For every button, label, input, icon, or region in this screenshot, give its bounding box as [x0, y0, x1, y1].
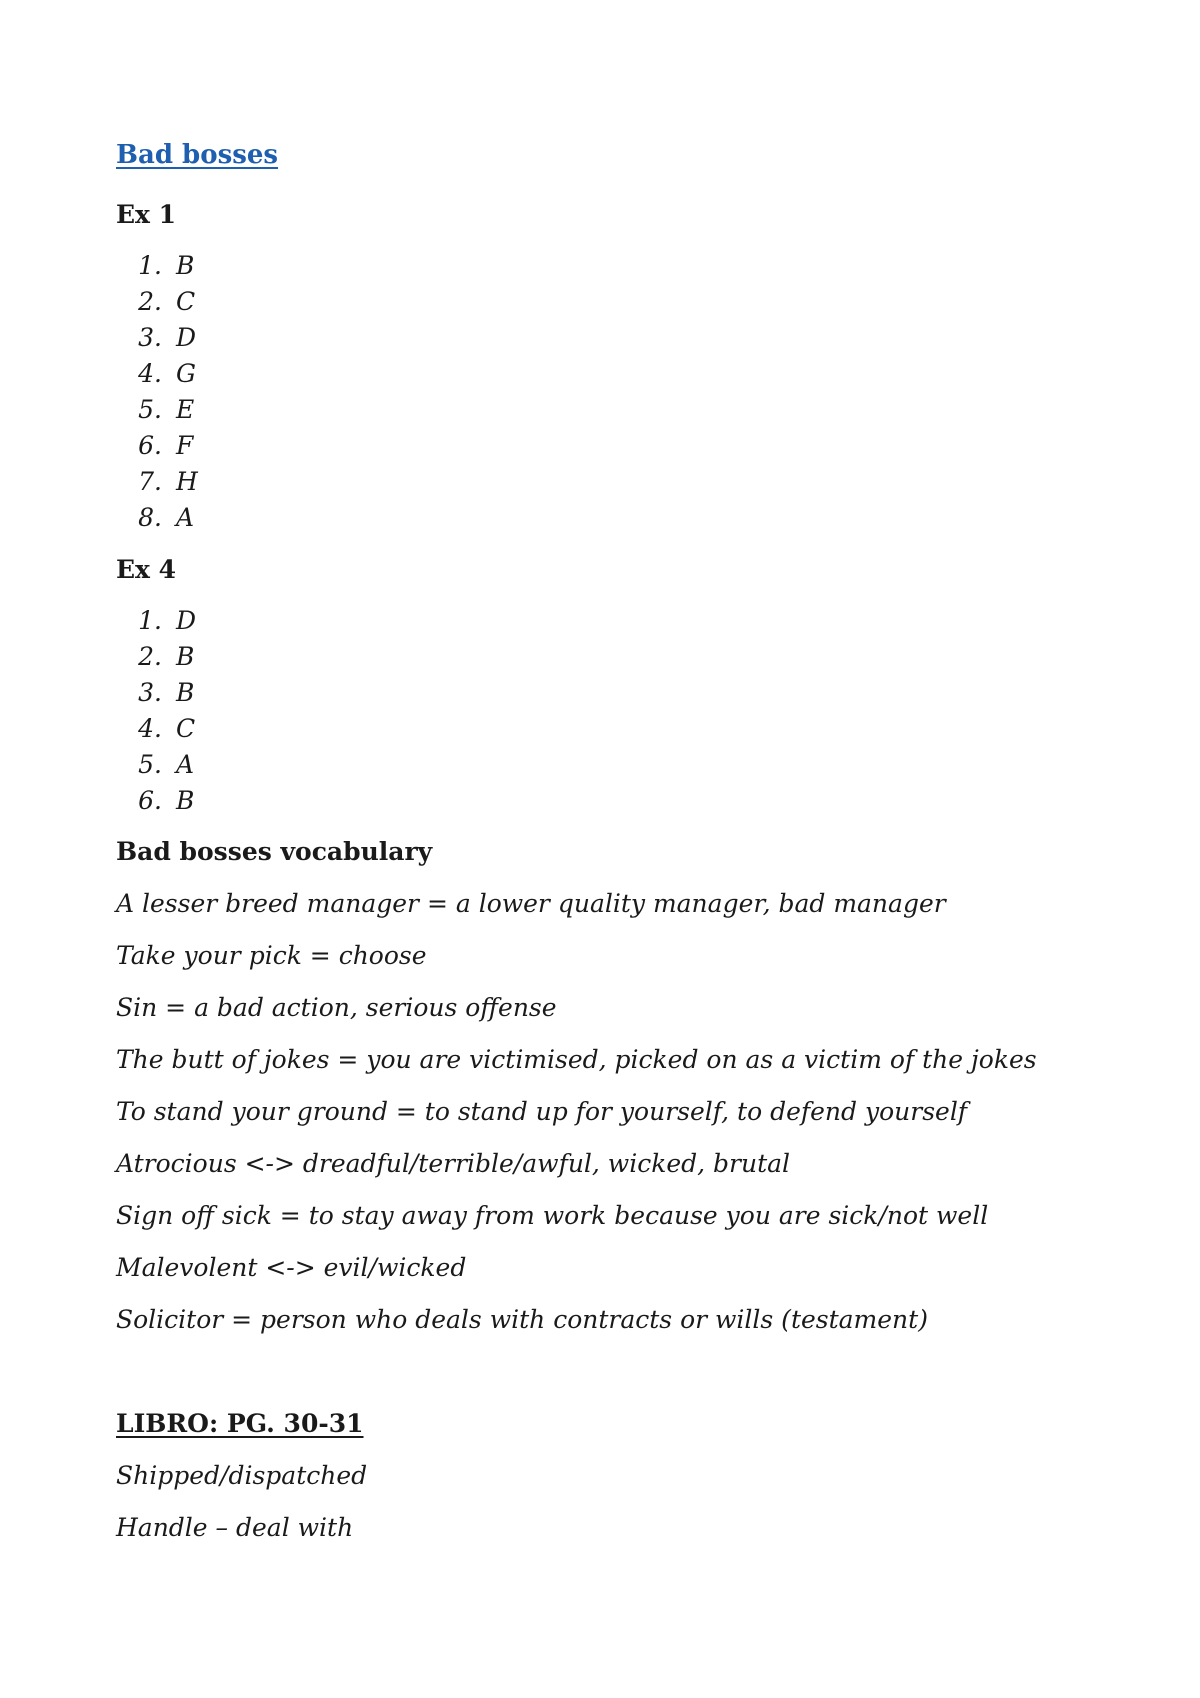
list-item-number: 6.	[138, 785, 162, 815]
vocabulary-line: A lesser breed manager = a lower quality manager, bad manager	[116, 889, 946, 918]
list-item	[116, 638, 196, 674]
libro-line: Handle – deal with	[116, 1513, 354, 1542]
list-item-answer: C	[176, 713, 196, 743]
list-item-number: 3.	[138, 677, 162, 707]
list-item-answer: B	[176, 677, 195, 707]
title-link[interactable]: Bad bosses	[116, 140, 279, 170]
list-item-answer: D	[176, 605, 197, 635]
vocabulary-line: Atrocious <-> dreadful/terrible/awful, wicked, brutal	[116, 1149, 791, 1178]
libro-heading: LIBRO: PG. 30-31	[116, 1409, 364, 1438]
libro-line: Shipped/dispatched	[116, 1461, 368, 1490]
list-item-answer: A	[176, 502, 195, 532]
ex4-heading: Ex 4	[116, 555, 177, 584]
list-item	[116, 710, 196, 746]
list-item	[116, 602, 196, 638]
ex1-answer-list	[116, 247, 198, 535]
list-item	[116, 674, 196, 710]
list-item-number: 2.	[138, 641, 162, 671]
list-item-number: 6.	[138, 430, 162, 460]
vocabulary-line: Sign off sick = to stay away from work because you are sick/not well	[116, 1201, 989, 1230]
list-item	[116, 355, 198, 391]
list-item	[116, 499, 198, 535]
list-item	[116, 427, 198, 463]
list-item-answer: G	[176, 358, 196, 388]
list-item	[116, 782, 196, 818]
list-item-number: 8.	[138, 502, 162, 532]
list-item-number: 1.	[138, 605, 162, 635]
list-item-number: 5.	[138, 749, 162, 779]
list-item-answer: B	[176, 250, 195, 280]
vocabulary-line: Sin = a bad action, serious offense	[116, 993, 557, 1022]
list-item	[116, 746, 196, 782]
list-item-number: 1.	[138, 250, 162, 280]
list-item-number: 7.	[138, 466, 162, 496]
list-item-number: 2.	[138, 286, 162, 316]
list-item-number: 4.	[138, 358, 162, 388]
ex4-answer-list	[116, 602, 196, 818]
vocabulary-line: Malevolent <-> evil/wicked	[116, 1253, 467, 1282]
list-item-answer: B	[176, 641, 195, 671]
vocabulary-line: The butt of jokes = you are victimised, picked on as a victim of the jokes	[116, 1045, 1037, 1074]
ex1-heading: Ex 1	[116, 200, 177, 229]
list-item-number: 5.	[138, 394, 162, 424]
vocabulary-line: To stand your ground = to stand up for yourself, to defend yourself	[116, 1097, 968, 1126]
list-item	[116, 463, 198, 499]
list-item-answer: A	[176, 749, 195, 779]
list-item-answer: C	[176, 286, 196, 316]
list-item-number: 3.	[138, 322, 162, 352]
vocabulary-line: Solicitor = person who deals with contracts or wills (testament)	[116, 1305, 928, 1334]
list-item-answer: B	[176, 785, 195, 815]
list-item-answer: F	[176, 430, 194, 460]
list-item-answer: E	[176, 394, 195, 424]
list-item-answer: H	[176, 466, 198, 496]
list-item-answer: D	[176, 322, 197, 352]
list-item	[116, 391, 198, 427]
list-item	[116, 247, 198, 283]
list-item	[116, 319, 198, 355]
vocabulary-heading: Bad bosses vocabulary	[116, 837, 433, 866]
list-item-number: 4.	[138, 713, 162, 743]
list-item	[116, 283, 198, 319]
vocabulary-line: Take your pick = choose	[116, 941, 427, 970]
